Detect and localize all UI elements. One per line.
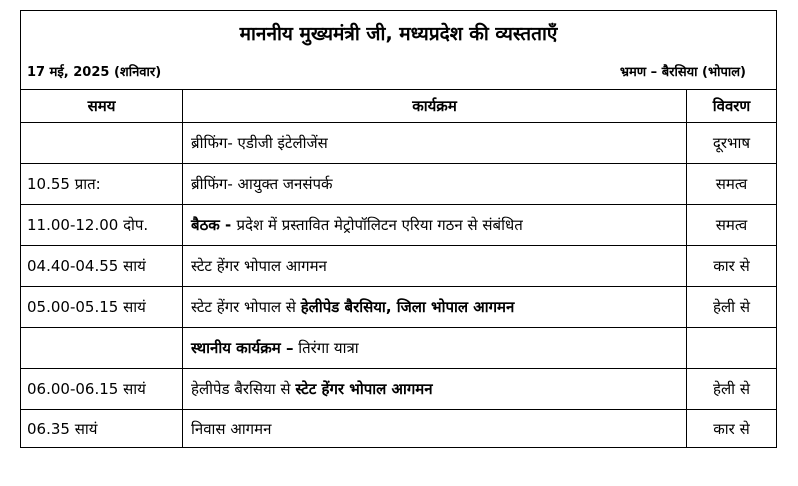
row-details: दूरभाष bbox=[687, 123, 777, 164]
row-time: 06.35 सायं bbox=[21, 410, 183, 448]
row-program bbox=[183, 328, 687, 369]
header-details: विवरण bbox=[687, 90, 777, 123]
row-program bbox=[183, 164, 687, 205]
info-row bbox=[21, 54, 777, 90]
row-program-text: ब्रीफिंग- एडीजी इंटेलीजेंस bbox=[191, 134, 328, 152]
table-row bbox=[21, 123, 777, 164]
document-title: माननीय मुख्यमंत्री जी, मध्यप्रदेश की व्यस्तताएँ bbox=[21, 11, 777, 55]
header-program: कार्यक्रम bbox=[183, 90, 687, 123]
row-program-text: प्रदेश में प्रस्तावित मेट्रोपॉलिटन एरिया गठन से संबंधित bbox=[236, 216, 523, 234]
row-details: हेली से bbox=[687, 369, 777, 410]
row-program bbox=[183, 287, 687, 328]
row-details: कार से bbox=[687, 410, 777, 448]
table-row bbox=[21, 164, 777, 205]
row-details: हेली से bbox=[687, 287, 777, 328]
row-program-text: तिरंगा यात्रा bbox=[293, 339, 359, 357]
row-details: समत्व bbox=[687, 205, 777, 246]
row-program-bold: स्थानीय कार्यक्रम – bbox=[191, 339, 294, 357]
row-program-bold: स्टेट हेंगर भोपाल आगमन bbox=[295, 380, 433, 398]
document-date: 17 मई, 2025 (शनिवार) bbox=[27, 65, 162, 80]
row-program bbox=[183, 123, 687, 164]
document-place: भ्रमण – बैरसिया (भोपाल) bbox=[619, 65, 746, 80]
row-program-bold: हेलीपेड बैरसिया, जिला भोपाल आगमन bbox=[300, 298, 515, 316]
row-program-text: हेलीपेड बैरसिया से bbox=[191, 380, 296, 398]
row-details: समत्व bbox=[687, 164, 777, 205]
table-row bbox=[21, 369, 777, 410]
row-program-text: स्टेट हेंगर भोपाल आगमन bbox=[191, 257, 327, 275]
row-time bbox=[21, 328, 183, 369]
row-program-text: ब्रीफिंग- आयुक्त जनसंपर्क bbox=[191, 175, 333, 193]
row-time: 11.00-12.00 दोप. bbox=[21, 205, 183, 246]
table-header-row bbox=[21, 90, 777, 123]
row-program bbox=[183, 410, 687, 448]
table-row bbox=[21, 205, 777, 246]
row-program bbox=[183, 205, 687, 246]
row-time: 05.00-05.15 सायं bbox=[21, 287, 183, 328]
row-program-bold: बैठक - bbox=[191, 216, 237, 234]
schedule-table bbox=[20, 10, 777, 448]
row-time: 06.00-06.15 सायं bbox=[21, 369, 183, 410]
row-program bbox=[183, 246, 687, 287]
row-program-text: निवास आगमन bbox=[191, 419, 272, 438]
row-details bbox=[687, 328, 777, 369]
row-program bbox=[183, 369, 687, 410]
header-time: समय bbox=[21, 90, 183, 123]
row-time bbox=[21, 123, 183, 164]
row-time: 04.40-04.55 सायं bbox=[21, 246, 183, 287]
row-details: कार से bbox=[687, 246, 777, 287]
table-row bbox=[21, 287, 777, 328]
table-row bbox=[21, 328, 777, 369]
row-time: 10.55 प्रात: bbox=[21, 164, 183, 205]
table-row bbox=[21, 410, 777, 448]
row-program-text: स्टेट हेंगर भोपाल से bbox=[191, 298, 301, 316]
table-row bbox=[21, 246, 777, 287]
